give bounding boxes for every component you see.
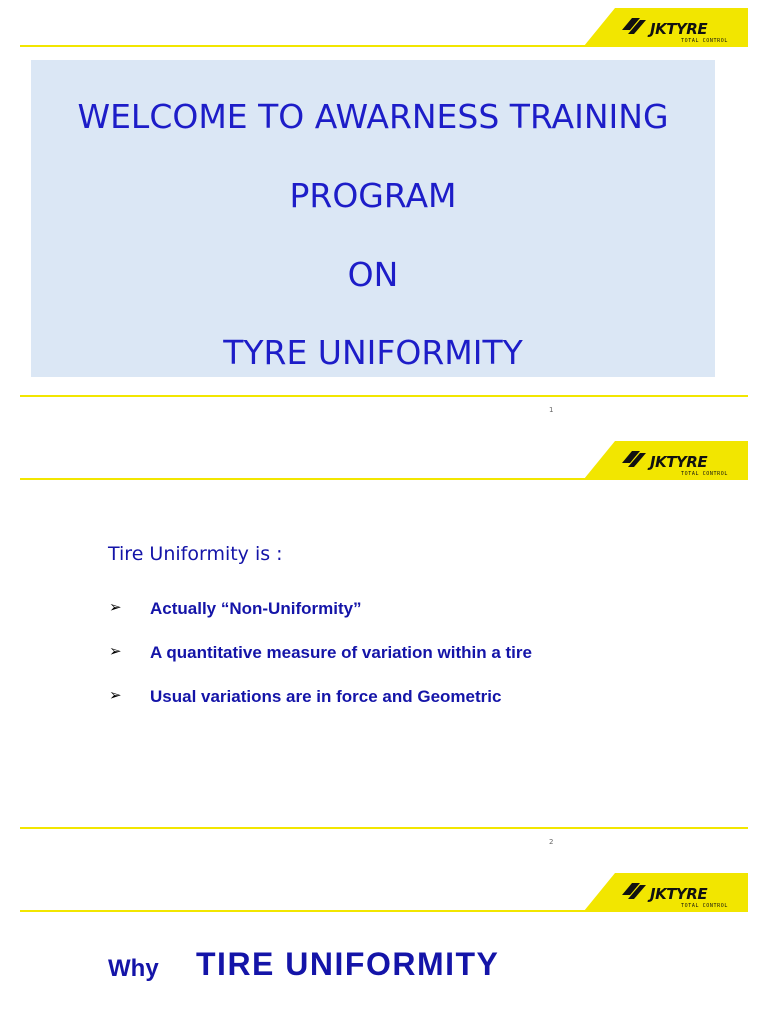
- header-rule: [20, 478, 748, 480]
- title-line-3: ON: [347, 255, 399, 294]
- header-rule: [20, 910, 748, 912]
- logo-tagline: TOTAL CONTROL: [681, 903, 728, 909]
- bullet-item: A quantitative measure of variation within a tire: [150, 643, 532, 662]
- arrowhead-bullet-icon: ➢: [109, 598, 122, 616]
- footer-rule: [20, 395, 748, 397]
- logo-text: JKTYRE: [650, 453, 708, 471]
- logo-tagline: TOTAL CONTROL: [681, 471, 728, 477]
- bullet-item: Actually “Non-Uniformity”: [150, 599, 362, 618]
- brand-logo: [0, 8, 768, 58]
- slide-heading: Tire Uniformity is :: [108, 543, 283, 565]
- arrowhead-bullet-icon: ➢: [109, 686, 122, 704]
- logo-text: JKTYRE: [650, 885, 708, 903]
- title-line-2: PROGRAM: [289, 176, 457, 215]
- bullet-item: Usual variations are in force and Geometric: [150, 687, 502, 706]
- brand-logo: [0, 441, 768, 491]
- slide-title: TIRE UNIFORMITY: [196, 946, 500, 982]
- page-number: 2: [549, 838, 554, 846]
- logo-text: JKTYRE: [650, 20, 708, 38]
- title-line-1: WELCOME TO AWARNESS TRAINING: [77, 97, 669, 136]
- brand-logo: [0, 873, 768, 923]
- logo-tagline: TOTAL CONTROL: [681, 38, 728, 44]
- arrowhead-bullet-icon: ➢: [109, 642, 122, 660]
- header-rule: [20, 45, 748, 47]
- why-label: Why: [108, 955, 159, 982]
- footer-rule: [20, 827, 748, 829]
- page-number: 1: [549, 406, 554, 414]
- title-line-4: TYRE UNIFORMITY: [223, 333, 523, 372]
